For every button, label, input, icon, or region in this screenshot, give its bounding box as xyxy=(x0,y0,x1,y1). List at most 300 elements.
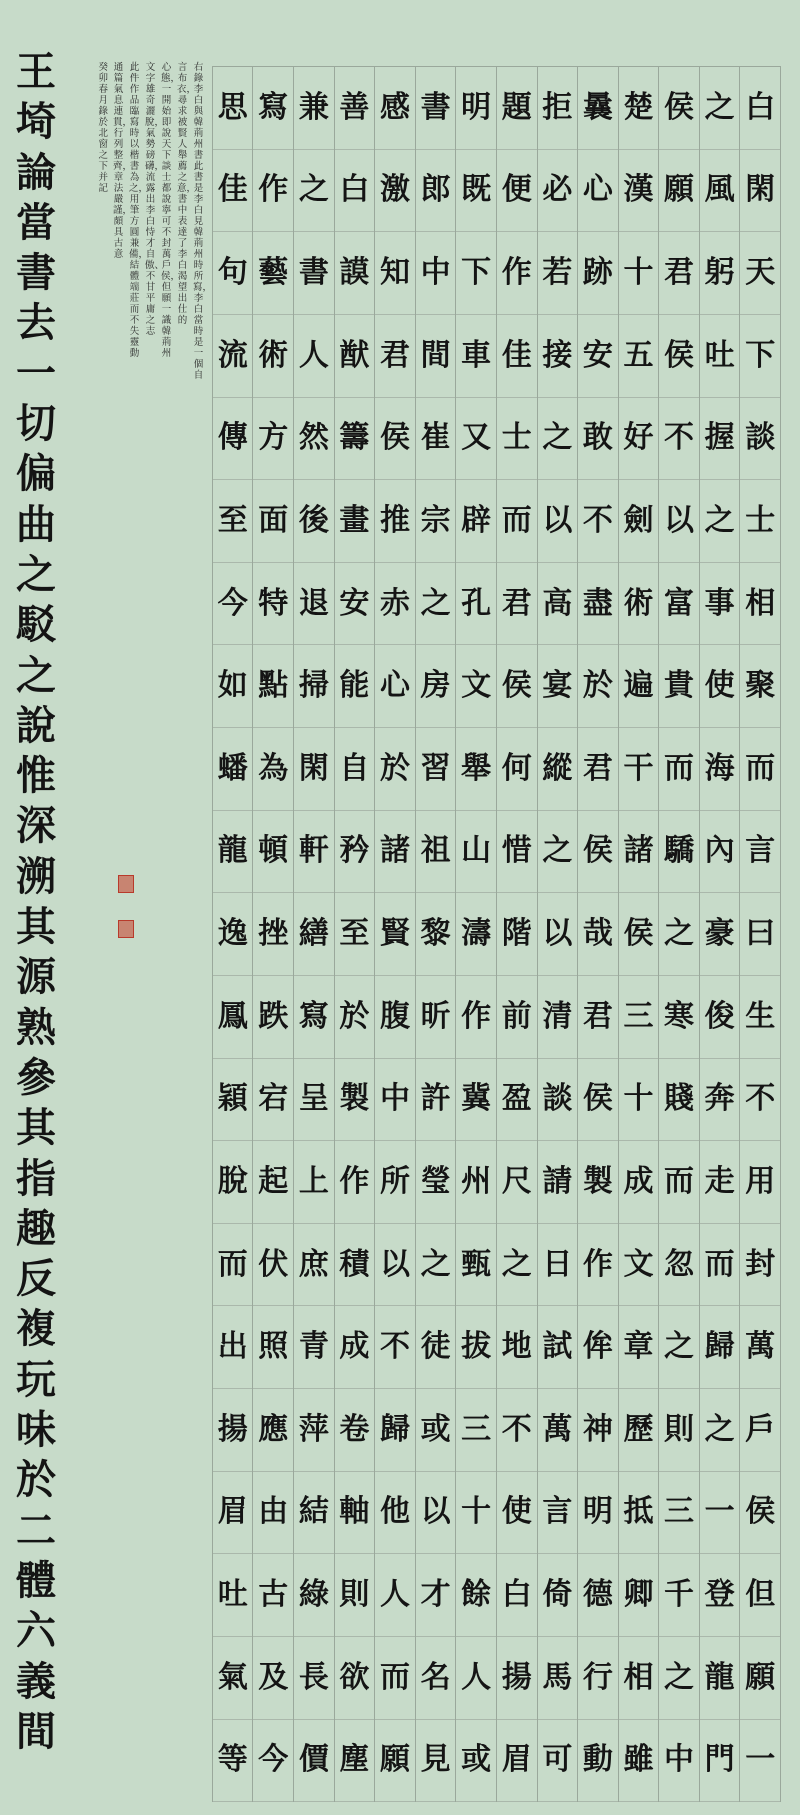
grid-character: 眉 xyxy=(213,1472,253,1555)
grid-character: 庶 xyxy=(294,1224,334,1307)
grid-character: 則 xyxy=(659,1389,699,1472)
grid-character: 知 xyxy=(375,232,415,315)
grid-character: 侯 xyxy=(497,645,537,728)
grid-character: 之 xyxy=(538,811,578,894)
inscription-column: 通篇氣息連貫，行列整齊，章法嚴謹，頗具古意 xyxy=(113,62,133,260)
grid-character: 今 xyxy=(213,563,253,646)
grid-character: 吐 xyxy=(213,1554,253,1637)
grid-character: 方 xyxy=(253,398,293,481)
grid-character: 後 xyxy=(294,480,334,563)
grid-character: 藝 xyxy=(253,232,293,315)
grid-character: 拒 xyxy=(538,67,578,150)
grid-character: 面 xyxy=(253,480,293,563)
grid-character: 清 xyxy=(538,976,578,1059)
grid-character: 之 xyxy=(659,893,699,976)
title-character: 義 xyxy=(16,1657,56,1705)
grid-character: 侯 xyxy=(375,398,415,481)
title-character: 書 xyxy=(16,249,56,297)
grid-character: 三 xyxy=(619,976,659,1059)
grid-character: 但 xyxy=(740,1554,780,1637)
title-character: 溯 xyxy=(16,852,56,900)
grid-columns xyxy=(212,66,781,1802)
grid-character: 動 xyxy=(578,1720,618,1803)
inscription-block xyxy=(98,62,213,1097)
grid-character: 曩 xyxy=(578,67,618,150)
grid-character: 冀 xyxy=(456,1059,496,1142)
grid-character: 以 xyxy=(375,1224,415,1307)
grid-character: 相 xyxy=(740,563,780,646)
grid-character: 宴 xyxy=(538,645,578,728)
grid-character: 於 xyxy=(375,728,415,811)
grid-column xyxy=(456,67,497,1802)
grid-character: 宗 xyxy=(416,480,456,563)
title-character: 二 xyxy=(16,1506,56,1554)
grid-character: 盡 xyxy=(578,563,618,646)
grid-character: 天 xyxy=(740,232,780,315)
grid-character: 德 xyxy=(578,1554,618,1637)
inscription-column: 心態，一開始即說天下談士都說寧可不封萬戶侯，但願一識韓荊州 xyxy=(161,62,181,359)
grid-character: 事 xyxy=(700,563,740,646)
grid-character: 術 xyxy=(253,315,293,398)
grid-character: 君 xyxy=(497,563,537,646)
grid-character: 安 xyxy=(335,563,375,646)
grid-character: 若 xyxy=(538,232,578,315)
grid-character: 而 xyxy=(659,728,699,811)
grid-character: 宕 xyxy=(253,1059,293,1142)
title-character: 深 xyxy=(16,802,56,850)
grid-character: 士 xyxy=(497,398,537,481)
grid-character: 好 xyxy=(619,398,659,481)
title-character: 複 xyxy=(16,1305,56,1353)
inscription-column: 右錄李白與韓荊州書此書是李白見韓荊州時所寫，李白當時是一個自 xyxy=(193,62,213,381)
grid-character: 封 xyxy=(740,1224,780,1307)
grid-character: 名 xyxy=(416,1637,456,1720)
grid-character: 吐 xyxy=(700,315,740,398)
grid-character: 下 xyxy=(740,315,780,398)
grid-character: 侔 xyxy=(578,1306,618,1389)
grid-character: 尺 xyxy=(497,1141,537,1224)
title-character: 當 xyxy=(16,198,56,246)
grid-character: 青 xyxy=(294,1306,334,1389)
grid-character: 甄 xyxy=(456,1224,496,1307)
grid-character: 氣 xyxy=(213,1637,253,1720)
grid-character: 穎 xyxy=(213,1059,253,1142)
grid-character: 間 xyxy=(416,315,456,398)
grid-character: 之 xyxy=(659,1637,699,1720)
grid-character: 不 xyxy=(740,1059,780,1142)
grid-character: 階 xyxy=(497,893,537,976)
grid-character: 人 xyxy=(294,315,334,398)
grid-character: 干 xyxy=(619,728,659,811)
grid-character: 以 xyxy=(538,480,578,563)
grid-column xyxy=(375,67,416,1802)
grid-character: 白 xyxy=(335,150,375,233)
grid-character: 今 xyxy=(253,1720,293,1803)
grid-character: 十 xyxy=(619,1059,659,1142)
title-character: 指 xyxy=(16,1154,56,1202)
grid-character: 他 xyxy=(375,1472,415,1555)
grid-character: 至 xyxy=(213,480,253,563)
grid-character: 拔 xyxy=(456,1306,496,1389)
title-character: 埼 xyxy=(16,98,56,146)
grid-column xyxy=(253,67,294,1802)
grid-character: 畫 xyxy=(335,480,375,563)
grid-character: 走 xyxy=(700,1141,740,1224)
grid-character: 思 xyxy=(213,67,253,150)
grid-character: 而 xyxy=(740,728,780,811)
grid-character: 於 xyxy=(335,976,375,1059)
grid-character: 諸 xyxy=(619,811,659,894)
grid-character: 寫 xyxy=(294,976,334,1059)
grid-character: 舉 xyxy=(456,728,496,811)
grid-character: 侯 xyxy=(659,315,699,398)
grid-character: 千 xyxy=(659,1554,699,1637)
grid-character: 跡 xyxy=(578,232,618,315)
grid-character: 善 xyxy=(335,67,375,150)
title-character: 六 xyxy=(16,1607,56,1655)
title-character: 偏 xyxy=(16,450,56,498)
grid-character: 龍 xyxy=(213,811,253,894)
grid-character: 應 xyxy=(253,1389,293,1472)
grid-character: 之 xyxy=(416,563,456,646)
grid-character: 所 xyxy=(375,1141,415,1224)
grid-character: 書 xyxy=(294,232,334,315)
grid-character: 許 xyxy=(416,1059,456,1142)
grid-character: 俊 xyxy=(700,976,740,1059)
grid-character: 諸 xyxy=(375,811,415,894)
title-character: 參 xyxy=(16,1053,56,1101)
grid-character: 餘 xyxy=(456,1554,496,1637)
grid-column xyxy=(294,67,335,1802)
grid-character: 綠 xyxy=(294,1554,334,1637)
grid-character: 才 xyxy=(416,1554,456,1637)
grid-character: 山 xyxy=(456,811,496,894)
grid-character: 籌 xyxy=(335,398,375,481)
grid-character: 出 xyxy=(213,1306,253,1389)
grid-character: 侯 xyxy=(740,1472,780,1555)
grid-character: 卷 xyxy=(335,1389,375,1472)
grid-character: 至 xyxy=(335,893,375,976)
seal-stamp xyxy=(118,920,134,938)
grid-character: 於 xyxy=(578,645,618,728)
grid-character: 積 xyxy=(335,1224,375,1307)
grid-character: 貴 xyxy=(659,645,699,728)
grid-character: 上 xyxy=(294,1141,334,1224)
grid-character: 結 xyxy=(294,1472,334,1555)
grid-character: 房 xyxy=(416,645,456,728)
grid-character: 戶 xyxy=(740,1389,780,1472)
grid-character: 跌 xyxy=(253,976,293,1059)
grid-character: 躬 xyxy=(700,232,740,315)
grid-character: 掃 xyxy=(294,645,334,728)
grid-character: 侯 xyxy=(578,811,618,894)
grid-character: 謨 xyxy=(335,232,375,315)
grid-character: 何 xyxy=(497,728,537,811)
grid-character: 矜 xyxy=(335,811,375,894)
grid-character: 行 xyxy=(578,1637,618,1720)
grid-character: 以 xyxy=(538,893,578,976)
grid-character: 挫 xyxy=(253,893,293,976)
grid-character: 文 xyxy=(619,1224,659,1307)
title-character: 去 xyxy=(16,299,56,347)
grid-character: 呈 xyxy=(294,1059,334,1142)
grid-character: 頓 xyxy=(253,811,293,894)
grid-character: 州 xyxy=(456,1141,496,1224)
grid-character: 十 xyxy=(456,1472,496,1555)
grid-character: 請 xyxy=(538,1141,578,1224)
grid-character: 君 xyxy=(375,315,415,398)
grid-column xyxy=(619,67,660,1802)
grid-column xyxy=(213,67,254,1802)
grid-character: 門 xyxy=(700,1720,740,1803)
grid-character: 萬 xyxy=(740,1306,780,1389)
grid-character: 點 xyxy=(253,645,293,728)
grid-character: 歸 xyxy=(375,1389,415,1472)
title-character: 論 xyxy=(16,148,56,196)
title-character: 其 xyxy=(16,903,56,951)
grid-character: 君 xyxy=(659,232,699,315)
grid-character: 不 xyxy=(659,398,699,481)
title-character: 玩 xyxy=(16,1355,56,1403)
grid-character: 人 xyxy=(456,1637,496,1720)
grid-character: 題 xyxy=(497,67,537,150)
grid-character: 蟠 xyxy=(213,728,253,811)
title-character: 體 xyxy=(16,1556,56,1604)
title-character: 其 xyxy=(16,1104,56,1152)
grid-character: 三 xyxy=(456,1389,496,1472)
grid-character: 心 xyxy=(375,645,415,728)
grid-character: 腹 xyxy=(375,976,415,1059)
grid-character: 之 xyxy=(294,150,334,233)
title-character: 間 xyxy=(16,1707,56,1755)
grid-character: 崔 xyxy=(416,398,456,481)
grid-character: 風 xyxy=(700,150,740,233)
grid-character: 作 xyxy=(578,1224,618,1307)
grid-character: 君 xyxy=(578,728,618,811)
title-character: 王 xyxy=(16,48,56,95)
grid-character: 自 xyxy=(335,728,375,811)
inscription-column: 癸卯春月錄於北窗之下并記 xyxy=(98,62,108,194)
grid-character: 作 xyxy=(253,150,293,233)
grid-character: 楚 xyxy=(619,67,659,150)
grid-character: 揚 xyxy=(213,1389,253,1472)
grid-character: 侯 xyxy=(659,67,699,150)
grid-character: 富 xyxy=(659,563,699,646)
grid-character: 句 xyxy=(213,232,253,315)
grid-character: 既 xyxy=(456,150,496,233)
grid-character: 以 xyxy=(416,1472,456,1555)
grid-character: 明 xyxy=(578,1472,618,1555)
grid-character: 鳳 xyxy=(213,976,253,1059)
grid-character: 劍 xyxy=(619,480,659,563)
grid-character: 由 xyxy=(253,1472,293,1555)
grid-character: 起 xyxy=(253,1141,293,1224)
grid-character: 或 xyxy=(416,1389,456,1472)
grid-character: 又 xyxy=(456,398,496,481)
grid-character: 軸 xyxy=(335,1472,375,1555)
grid-character: 祖 xyxy=(416,811,456,894)
grid-character: 之 xyxy=(416,1224,456,1307)
grid-character: 一 xyxy=(700,1472,740,1555)
title-character: 反 xyxy=(16,1255,56,1303)
grid-character: 海 xyxy=(700,728,740,811)
grid-character: 能 xyxy=(335,645,375,728)
title-character: 趣 xyxy=(16,1204,56,1252)
grid-character: 習 xyxy=(416,728,456,811)
grid-character: 而 xyxy=(700,1224,740,1307)
title-character: 味 xyxy=(16,1406,56,1454)
grid-character: 作 xyxy=(335,1141,375,1224)
grid-character: 賤 xyxy=(659,1059,699,1142)
grid-character: 傳 xyxy=(213,398,253,481)
grid-character: 成 xyxy=(619,1141,659,1224)
grid-character: 歷 xyxy=(619,1389,659,1472)
grid-character: 製 xyxy=(335,1059,375,1142)
grid-character: 猷 xyxy=(335,315,375,398)
grid-character: 不 xyxy=(375,1306,415,1389)
inscription-column: 文字雄奇灑脫，氣勢磅礴，流露出李白恃才自傲、不甘平庸之志 xyxy=(145,62,165,337)
grid-character: 伏 xyxy=(253,1224,293,1307)
grid-character: 士 xyxy=(740,480,780,563)
grid-character: 地 xyxy=(497,1306,537,1389)
grid-character: 寫 xyxy=(253,67,293,150)
grid-character: 試 xyxy=(538,1306,578,1389)
grid-character: 濤 xyxy=(456,893,496,976)
grid-character: 握 xyxy=(700,398,740,481)
grid-character: 長 xyxy=(294,1637,334,1720)
grid-character: 使 xyxy=(497,1472,537,1555)
grid-character: 白 xyxy=(497,1554,537,1637)
grid-column xyxy=(335,67,376,1802)
grid-character: 中 xyxy=(416,232,456,315)
grid-character: 特 xyxy=(253,563,293,646)
grid-character: 而 xyxy=(497,480,537,563)
grid-character: 卿 xyxy=(619,1554,659,1637)
grid-character: 歸 xyxy=(700,1306,740,1389)
grid-character: 徒 xyxy=(416,1306,456,1389)
grid-character: 見 xyxy=(416,1720,456,1803)
grid-character: 脫 xyxy=(213,1141,253,1224)
grid-character: 孔 xyxy=(456,563,496,646)
grid-character: 用 xyxy=(740,1141,780,1224)
grid-character: 流 xyxy=(213,315,253,398)
grid-character: 章 xyxy=(619,1306,659,1389)
grid-character: 神 xyxy=(578,1389,618,1472)
grid-character: 龍 xyxy=(700,1637,740,1720)
grid-character: 不 xyxy=(578,480,618,563)
grid-character: 文 xyxy=(456,645,496,728)
grid-character: 願 xyxy=(375,1720,415,1803)
grid-character: 君 xyxy=(578,976,618,1059)
grid-character: 五 xyxy=(619,315,659,398)
grid-character: 倚 xyxy=(538,1554,578,1637)
title-character: 曲 xyxy=(16,500,56,548)
grid-character: 談 xyxy=(538,1059,578,1142)
grid-character: 車 xyxy=(456,315,496,398)
grid-character: 敢 xyxy=(578,398,618,481)
grid-column xyxy=(700,67,741,1802)
grid-character: 遍 xyxy=(619,645,659,728)
seal-stamp xyxy=(118,875,134,893)
grid-character: 三 xyxy=(659,1472,699,1555)
grid-character: 之 xyxy=(497,1224,537,1307)
grid-character: 可 xyxy=(538,1720,578,1803)
grid-character: 寒 xyxy=(659,976,699,1059)
grid-character: 感 xyxy=(375,67,415,150)
grid-character: 白 xyxy=(740,67,780,150)
grid-character: 成 xyxy=(335,1306,375,1389)
grid-column xyxy=(578,67,619,1802)
grid-character: 生 xyxy=(740,976,780,1059)
grid-character: 高 xyxy=(538,563,578,646)
grid-character: 盈 xyxy=(497,1059,537,1142)
grid-character: 瑩 xyxy=(416,1141,456,1224)
grid-character: 之 xyxy=(538,398,578,481)
grid-character: 馬 xyxy=(538,1637,578,1720)
grid-column xyxy=(416,67,457,1802)
grid-character: 而 xyxy=(375,1637,415,1720)
grid-character: 及 xyxy=(253,1637,293,1720)
grid-character: 中 xyxy=(659,1720,699,1803)
grid-character: 之 xyxy=(659,1306,699,1389)
grid-character: 忽 xyxy=(659,1224,699,1307)
title-character: 切 xyxy=(16,400,56,448)
grid-column xyxy=(497,67,538,1802)
grid-character: 之 xyxy=(700,67,740,150)
grid-character: 則 xyxy=(335,1554,375,1637)
grid-character: 推 xyxy=(375,480,415,563)
grid-character: 侯 xyxy=(619,893,659,976)
grid-character: 之 xyxy=(700,1389,740,1472)
grid-character: 哉 xyxy=(578,893,618,976)
title-character: 於 xyxy=(16,1456,56,1504)
grid-character: 郎 xyxy=(416,150,456,233)
grid-character: 內 xyxy=(700,811,740,894)
grid-character: 登 xyxy=(700,1554,740,1637)
grid-character: 萬 xyxy=(538,1389,578,1472)
grid-character: 佳 xyxy=(497,315,537,398)
grid-character: 侯 xyxy=(578,1059,618,1142)
grid-character: 價 xyxy=(294,1720,334,1803)
grid-character: 然 xyxy=(294,398,334,481)
grid-character: 或 xyxy=(456,1720,496,1803)
grid-character: 必 xyxy=(538,150,578,233)
grid-character: 照 xyxy=(253,1306,293,1389)
grid-character: 兼 xyxy=(294,67,334,150)
grid-character: 豪 xyxy=(700,893,740,976)
grid-character: 言 xyxy=(538,1472,578,1555)
grid-character: 昕 xyxy=(416,976,456,1059)
inscription-column: 此件作品臨寫時以楷書為之，用筆方圓兼備，結體端莊而不失靈動 xyxy=(129,62,149,359)
grid-character: 以 xyxy=(659,480,699,563)
grid-character: 便 xyxy=(497,150,537,233)
grid-character: 相 xyxy=(619,1637,659,1720)
title-character: 說 xyxy=(16,701,56,749)
grid-character: 驕 xyxy=(659,811,699,894)
title-character: 熟 xyxy=(16,1003,56,1051)
grid-character: 心 xyxy=(578,150,618,233)
grid-character: 而 xyxy=(213,1224,253,1307)
grid-character: 閑 xyxy=(294,728,334,811)
grid-character: 辟 xyxy=(456,480,496,563)
grid-character: 前 xyxy=(497,976,537,1059)
grid-character: 雖 xyxy=(619,1720,659,1803)
grid-character: 縱 xyxy=(538,728,578,811)
grid-character: 奔 xyxy=(700,1059,740,1142)
grid-character: 一 xyxy=(740,1720,780,1803)
grid-character: 之 xyxy=(700,480,740,563)
grid-character: 曰 xyxy=(740,893,780,976)
